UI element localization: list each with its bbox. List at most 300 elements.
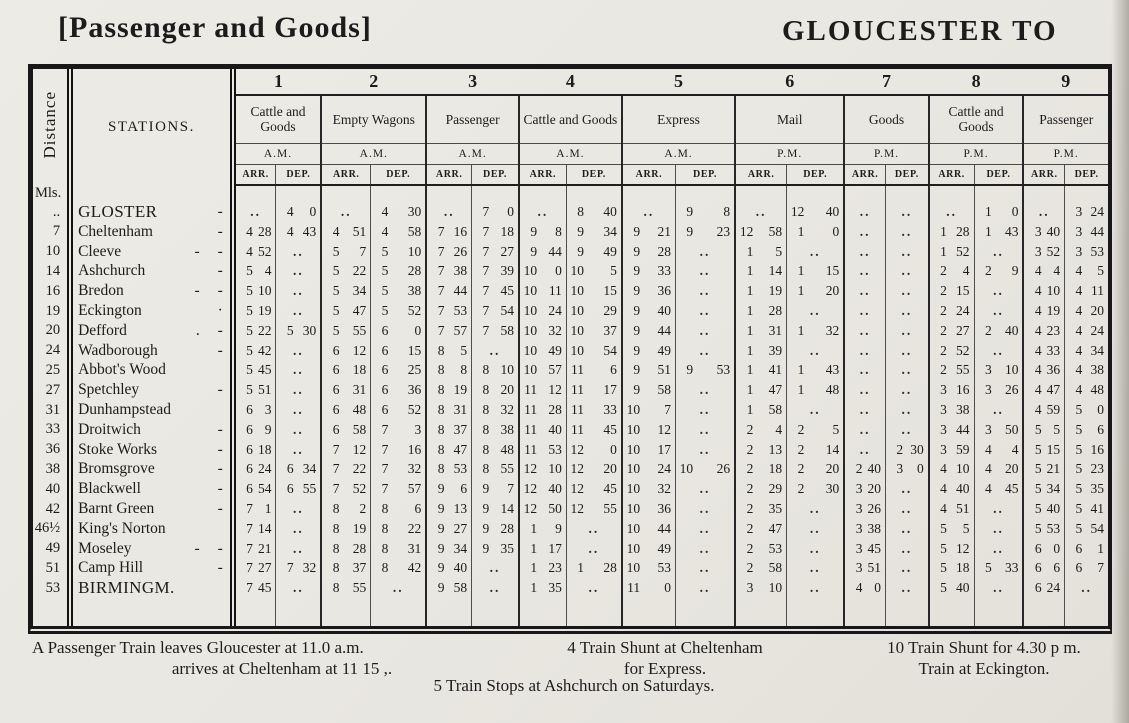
time-value: 4 51 bbox=[940, 501, 970, 517]
time-value: 4 59 bbox=[1034, 402, 1061, 418]
time-value: 7 1 bbox=[246, 501, 272, 517]
time-value: 7 22 bbox=[332, 461, 367, 477]
arr-time-cell bbox=[426, 341, 471, 361]
dep-time-cell bbox=[371, 559, 427, 579]
arr-time-cell bbox=[929, 222, 974, 242]
dep-time-cell bbox=[371, 499, 427, 519]
dep-time-cell: .. bbox=[675, 499, 735, 519]
station-leader-dash: - - bbox=[194, 282, 223, 300]
dep-time-cell: .. bbox=[276, 361, 321, 381]
dep-time-cell: .. bbox=[566, 519, 622, 539]
arr-time-cell bbox=[735, 479, 786, 499]
station-leader-dash: - bbox=[217, 559, 223, 577]
time-value: 7 38 bbox=[437, 263, 468, 279]
time-value: 5 28 bbox=[381, 263, 422, 279]
station-name: Spetchley bbox=[78, 381, 140, 399]
arr-time-cell bbox=[1023, 400, 1064, 420]
arr-time-cell bbox=[1023, 242, 1064, 262]
time-value: 8 8 bbox=[437, 362, 468, 378]
time-value: 10 44 bbox=[626, 520, 671, 536]
time-value: 6 25 bbox=[381, 362, 422, 378]
time-value: 7 57 bbox=[437, 322, 468, 338]
spacer-cell bbox=[371, 185, 427, 202]
dep-time-cell: .. bbox=[675, 400, 735, 420]
arr-time-cell bbox=[735, 242, 786, 262]
arr-time-cell bbox=[426, 499, 471, 519]
arr-time-cell bbox=[519, 460, 566, 480]
arr-time-cell bbox=[233, 578, 276, 598]
arr-time-cell bbox=[929, 519, 974, 539]
table-row bbox=[33, 539, 1108, 559]
arr-time-cell bbox=[426, 380, 471, 400]
time-value: 10 29 bbox=[570, 303, 617, 319]
time-value: 2 15 bbox=[940, 283, 970, 299]
train-number: 6 bbox=[735, 69, 844, 95]
arr-time-cell bbox=[426, 578, 471, 598]
time-value: 3 59 bbox=[940, 441, 970, 457]
time-value: 5 21 bbox=[1034, 461, 1061, 477]
time-value: 3 44 bbox=[940, 421, 970, 437]
time-value: 10 32 bbox=[523, 322, 562, 338]
dep-time-cell: .. bbox=[675, 262, 735, 282]
dep-time-cell: .. bbox=[787, 539, 845, 559]
table-row bbox=[33, 341, 1108, 361]
time-value: 4 58 bbox=[381, 223, 422, 239]
time-value: 3 0 bbox=[896, 461, 924, 477]
arr-time-cell bbox=[426, 262, 471, 282]
time-value: 12 58 bbox=[739, 223, 783, 239]
dep-time-cell: .. bbox=[566, 539, 622, 559]
time-value: 9 13 bbox=[437, 501, 468, 517]
time-value: 1 43 bbox=[797, 362, 840, 378]
station-leader-dash: · bbox=[217, 302, 223, 320]
time-value: 9 7 bbox=[482, 481, 514, 497]
dep-time-cell bbox=[472, 281, 519, 301]
time-value: 11 12 bbox=[524, 382, 562, 398]
time-value: 5 22 bbox=[246, 322, 272, 338]
time-value: 1 0 bbox=[797, 223, 840, 239]
time-value: 7 0 bbox=[482, 204, 514, 219]
arr-time-cell: .. bbox=[844, 420, 885, 440]
miles-cell: 49 bbox=[33, 539, 70, 559]
footnote-a-line1: A Passenger Train leaves Gloucester at 11.0 a.m. bbox=[32, 638, 364, 657]
dep-time-cell: .. bbox=[276, 519, 321, 539]
miles-cell: 42 bbox=[33, 499, 70, 519]
train-name: Mail bbox=[735, 95, 844, 143]
dep-time-cell bbox=[566, 281, 622, 301]
time-value: 5 41 bbox=[1075, 501, 1104, 517]
train-period: A.M. bbox=[321, 143, 426, 164]
time-value: 10 36 bbox=[626, 501, 671, 517]
dep-time-cell bbox=[1065, 262, 1108, 282]
station-leader-dash: - bbox=[217, 341, 223, 359]
time-value: 7 52 bbox=[332, 481, 367, 497]
dep-time-cell bbox=[1065, 341, 1108, 361]
dep-time-cell bbox=[974, 559, 1023, 579]
station-leader-dash: - bbox=[217, 381, 223, 399]
time-value: 11 17 bbox=[570, 382, 617, 398]
dep-time-cell bbox=[566, 301, 622, 321]
train-name: Passenger bbox=[1023, 95, 1108, 143]
dep-time-cell: .. bbox=[885, 400, 928, 420]
time-value: 5 52 bbox=[381, 303, 422, 319]
time-value: 8 55 bbox=[482, 461, 514, 477]
dep-time-cell: .. bbox=[675, 380, 735, 400]
time-value: 7 3 bbox=[381, 421, 422, 437]
time-value: 12 50 bbox=[523, 501, 562, 517]
time-value: 4 24 bbox=[1075, 322, 1104, 338]
dep-time-cell bbox=[675, 222, 735, 242]
time-value: 5 7 bbox=[332, 243, 367, 259]
arr-time-cell bbox=[519, 262, 566, 282]
arr-time-cell bbox=[929, 341, 974, 361]
time-value: 4 0 bbox=[855, 580, 881, 596]
station-cell bbox=[70, 361, 233, 381]
time-value: 5 45 bbox=[246, 362, 272, 378]
time-value: 9 44 bbox=[530, 243, 562, 259]
arr-time-cell bbox=[233, 361, 276, 381]
time-value: 8 5 bbox=[437, 342, 468, 358]
time-value: 1 48 bbox=[797, 382, 840, 398]
arr-time-cell bbox=[519, 361, 566, 381]
table-row bbox=[33, 262, 1108, 282]
dep-time-cell: .. bbox=[675, 242, 735, 262]
dep-time-cell bbox=[974, 479, 1023, 499]
arr-time-cell bbox=[929, 440, 974, 460]
time-value: 8 37 bbox=[332, 560, 367, 576]
time-value: 11 33 bbox=[570, 402, 617, 418]
dep-time-cell bbox=[974, 361, 1023, 381]
time-value: 2 9 bbox=[984, 263, 1019, 279]
station-cell bbox=[70, 559, 233, 579]
dep-time-cell: .. bbox=[974, 400, 1023, 420]
arr-time-cell bbox=[929, 539, 974, 559]
time-value: 12 40 bbox=[523, 481, 562, 497]
arr-time-cell bbox=[622, 321, 676, 341]
time-value: 6 1 bbox=[1075, 540, 1104, 556]
arr-time-cell bbox=[735, 539, 786, 559]
arr-time-cell bbox=[929, 242, 974, 262]
dep-time-cell bbox=[1065, 222, 1108, 242]
time-value: 10 24 bbox=[523, 303, 562, 319]
dep-time-cell bbox=[885, 460, 928, 480]
dep-time-cell bbox=[371, 341, 427, 361]
footnote-5: 5 Train Stops at Ashchurch on Saturdays. bbox=[433, 676, 715, 695]
arr-time-cell bbox=[233, 539, 276, 559]
dep-time-cell bbox=[276, 460, 321, 480]
train-period: A.M. bbox=[233, 143, 322, 164]
train-period: P.M. bbox=[929, 143, 1024, 164]
train-period: A.M. bbox=[622, 143, 735, 164]
dep-time-cell bbox=[472, 301, 519, 321]
station-leader-dash: - bbox=[217, 440, 223, 458]
arr-header: ARR. bbox=[426, 164, 471, 185]
time-value: 10 49 bbox=[523, 342, 562, 358]
time-value: 2 24 bbox=[940, 303, 970, 319]
arr-time-cell bbox=[321, 539, 370, 559]
miles-cell: 16 bbox=[33, 281, 70, 301]
dep-time-cell bbox=[472, 499, 519, 519]
station-name: Droitwich bbox=[78, 420, 141, 438]
arr-time-cell bbox=[426, 222, 471, 242]
table-row bbox=[33, 400, 1108, 420]
time-value: 1 0 bbox=[984, 204, 1019, 219]
time-value: 4 23 bbox=[1034, 322, 1061, 338]
time-value: 9 14 bbox=[482, 501, 514, 517]
station-leader-dash: - bbox=[217, 420, 223, 438]
arr-time-cell bbox=[622, 341, 676, 361]
dep-time-cell: .. bbox=[885, 559, 928, 579]
time-value: 1 39 bbox=[746, 342, 783, 358]
dep-time-cell bbox=[371, 281, 427, 301]
time-value: 2 40 bbox=[855, 461, 881, 477]
time-value: 3 24 bbox=[1075, 204, 1104, 219]
time-value: 4 34 bbox=[1075, 342, 1104, 358]
dep-time-cell bbox=[974, 460, 1023, 480]
arr-time-cell bbox=[735, 400, 786, 420]
dep-time-cell: .. bbox=[371, 578, 427, 598]
footnote-10 bbox=[850, 637, 1118, 680]
time-value: 6 3 bbox=[246, 402, 272, 418]
train-number: 5 bbox=[622, 69, 735, 95]
spacer-cell bbox=[974, 185, 1023, 202]
time-value: 4 19 bbox=[1034, 303, 1061, 319]
time-value: 5 4 bbox=[246, 263, 272, 279]
arr-time-cell: .. bbox=[844, 400, 885, 420]
train-number: 9 bbox=[1023, 69, 1108, 95]
time-value: 6 58 bbox=[332, 421, 367, 437]
arr-time-cell bbox=[622, 499, 676, 519]
spacer-cell bbox=[885, 185, 928, 202]
arr-time-cell bbox=[233, 460, 276, 480]
time-value: 1 20 bbox=[797, 283, 840, 299]
arr-time-cell bbox=[233, 222, 276, 242]
time-value: 10 57 bbox=[523, 362, 562, 378]
arr-time-cell bbox=[426, 460, 471, 480]
miles-cell: 24 bbox=[33, 341, 70, 361]
time-value: 2 30 bbox=[797, 481, 840, 497]
arr-time-cell bbox=[519, 499, 566, 519]
dep-time-cell bbox=[566, 380, 622, 400]
time-value: 8 32 bbox=[482, 402, 514, 418]
arr-time-cell bbox=[844, 578, 885, 598]
dep-time-cell bbox=[371, 301, 427, 321]
arr-time-cell bbox=[622, 479, 676, 499]
dep-time-cell: .. bbox=[974, 578, 1023, 598]
time-value: 6 24 bbox=[246, 461, 272, 477]
train-name: Empty Wagons bbox=[321, 95, 426, 143]
arr-time-cell bbox=[929, 380, 974, 400]
time-value: 7 53 bbox=[437, 303, 468, 319]
miles-cell: 19 bbox=[33, 301, 70, 321]
arr-time-cell bbox=[1023, 301, 1064, 321]
dep-time-cell bbox=[276, 479, 321, 499]
time-value: 7 16 bbox=[381, 441, 422, 457]
arr-time-cell bbox=[519, 420, 566, 440]
time-value: 4 40 bbox=[940, 481, 970, 497]
time-value: 5 0 bbox=[1075, 402, 1104, 418]
station-name: Stoke Works bbox=[78, 440, 158, 458]
time-value: 5 38 bbox=[381, 283, 422, 299]
dep-time-cell bbox=[566, 440, 622, 460]
dep-time-cell: .. bbox=[276, 262, 321, 282]
time-value: 1 31 bbox=[746, 322, 783, 338]
time-value: 12 40 bbox=[790, 204, 840, 219]
time-value: 9 51 bbox=[633, 362, 671, 378]
arr-time-cell bbox=[929, 420, 974, 440]
dep-time-cell: .. bbox=[885, 341, 928, 361]
station-name: Ashchurch bbox=[78, 262, 146, 280]
arr-time-cell bbox=[426, 361, 471, 381]
dep-time-cell: .. bbox=[566, 578, 622, 598]
arr-time-cell bbox=[844, 519, 885, 539]
time-value: 5 30 bbox=[286, 322, 317, 338]
dep-time-cell bbox=[371, 242, 427, 262]
dep-time-cell: .. bbox=[276, 380, 321, 400]
arr-time-cell bbox=[233, 559, 276, 579]
arr-time-cell bbox=[929, 262, 974, 282]
dep-time-cell bbox=[787, 202, 845, 222]
time-value: 2 14 bbox=[797, 441, 840, 457]
arr-header: ARR. bbox=[622, 164, 676, 185]
arr-time-cell bbox=[622, 578, 676, 598]
arr-time-cell bbox=[426, 321, 471, 341]
dep-time-cell bbox=[371, 262, 427, 282]
time-value: 9 35 bbox=[482, 540, 514, 556]
station-cell bbox=[70, 519, 233, 539]
time-value: 10 11 bbox=[523, 283, 562, 299]
station-name: Wadborough bbox=[78, 341, 158, 359]
time-value: 9 40 bbox=[437, 560, 468, 576]
dep-time-cell bbox=[566, 460, 622, 480]
arr-time-cell bbox=[321, 222, 370, 242]
time-value: 3 44 bbox=[1075, 223, 1104, 239]
time-value: 4 45 bbox=[984, 481, 1019, 497]
dep-time-cell bbox=[276, 559, 321, 579]
train-number: 2 bbox=[321, 69, 426, 95]
dep-time-cell bbox=[371, 222, 427, 242]
time-value: 5 34 bbox=[1034, 481, 1061, 497]
miles-cell: 53 bbox=[33, 578, 70, 598]
dep-time-cell bbox=[276, 202, 321, 222]
time-value: 12 55 bbox=[570, 501, 617, 517]
arr-time-cell bbox=[735, 281, 786, 301]
arr-time-cell bbox=[426, 479, 471, 499]
time-value: 7 14 bbox=[246, 520, 272, 536]
dep-header: DEP. bbox=[566, 164, 622, 185]
dep-time-cell: .. bbox=[885, 380, 928, 400]
time-value: 5 40 bbox=[940, 580, 970, 596]
page-title-left: [Passenger and Goods] bbox=[58, 11, 372, 44]
stations-header: STATIONS. bbox=[70, 69, 233, 185]
time-value: 2 53 bbox=[746, 540, 783, 556]
arr-time-cell bbox=[519, 578, 566, 598]
time-value: 4 5 bbox=[1075, 263, 1104, 279]
time-value: 9 40 bbox=[633, 303, 671, 319]
dep-time-cell: .. bbox=[675, 321, 735, 341]
dep-time-cell: .. bbox=[787, 519, 845, 539]
dep-time-cell bbox=[371, 202, 427, 222]
dep-time-cell bbox=[371, 420, 427, 440]
time-value: 8 48 bbox=[482, 441, 514, 457]
arr-header: ARR. bbox=[929, 164, 974, 185]
dep-time-cell bbox=[371, 321, 427, 341]
time-value: 3 53 bbox=[1075, 243, 1104, 259]
time-value: 5 34 bbox=[332, 283, 367, 299]
table-row bbox=[33, 242, 1108, 262]
dep-time-cell: .. bbox=[276, 578, 321, 598]
footnote-10-line2: Train at Eckington. bbox=[918, 659, 1050, 679]
dep-time-cell bbox=[472, 222, 519, 242]
time-value: 7 21 bbox=[246, 540, 272, 556]
time-value: 11 28 bbox=[524, 402, 562, 418]
arr-time-cell bbox=[426, 440, 471, 460]
arr-time-cell bbox=[1023, 519, 1064, 539]
time-value: 4 10 bbox=[940, 461, 970, 477]
arr-time-cell bbox=[1023, 559, 1064, 579]
station-cell bbox=[70, 222, 233, 242]
dep-time-cell bbox=[371, 539, 427, 559]
station-name: Moseley bbox=[78, 539, 132, 557]
time-value: 12 10 bbox=[523, 461, 562, 477]
station-cell bbox=[70, 539, 233, 559]
arr-time-cell: .. bbox=[321, 202, 370, 222]
station-leader-dash: - - bbox=[194, 539, 223, 557]
dep-time-cell: .. bbox=[675, 341, 735, 361]
arr-time-cell bbox=[233, 380, 276, 400]
dep-time-cell: .. bbox=[885, 361, 928, 381]
dep-time-cell bbox=[472, 242, 519, 262]
time-value: 6 0 bbox=[1034, 540, 1061, 556]
arr-time-cell bbox=[929, 361, 974, 381]
arr-time-cell bbox=[735, 440, 786, 460]
arr-time-cell bbox=[233, 242, 276, 262]
dep-time-cell: .. bbox=[675, 281, 735, 301]
time-value: 9 58 bbox=[633, 382, 671, 398]
station-cell bbox=[70, 281, 233, 301]
dep-time-cell: .. bbox=[787, 578, 845, 598]
dep-time-cell: .. bbox=[885, 420, 928, 440]
time-value: 9 8 bbox=[530, 223, 562, 239]
time-value: 9 36 bbox=[633, 283, 671, 299]
timetable-header bbox=[33, 69, 1108, 185]
dep-time-cell bbox=[787, 479, 845, 499]
time-value: 10 17 bbox=[626, 441, 671, 457]
arr-time-cell bbox=[929, 321, 974, 341]
arr-time-cell bbox=[1023, 499, 1064, 519]
arr-header: ARR. bbox=[519, 164, 566, 185]
dep-time-cell bbox=[472, 361, 519, 381]
arr-time-cell bbox=[233, 400, 276, 420]
time-value: 5 40 bbox=[1034, 501, 1061, 517]
dep-time-cell: .. bbox=[276, 420, 321, 440]
dep-time-cell: .. bbox=[675, 578, 735, 598]
dep-time-cell bbox=[566, 341, 622, 361]
dep-time-cell: .. bbox=[974, 499, 1023, 519]
dep-time-cell: .. bbox=[885, 262, 928, 282]
dep-time-cell bbox=[787, 361, 845, 381]
time-value: 4 33 bbox=[1034, 342, 1061, 358]
table-row bbox=[33, 578, 1108, 598]
arr-time-cell bbox=[929, 499, 974, 519]
arr-time-cell bbox=[519, 321, 566, 341]
time-value: 1 5 bbox=[746, 243, 783, 259]
station-name: King's Norton bbox=[78, 519, 166, 537]
time-value: 7 39 bbox=[482, 263, 514, 279]
page-edge-shadow bbox=[1111, 0, 1129, 723]
arr-time-cell bbox=[233, 519, 276, 539]
arr-time-cell: .. bbox=[844, 262, 885, 282]
